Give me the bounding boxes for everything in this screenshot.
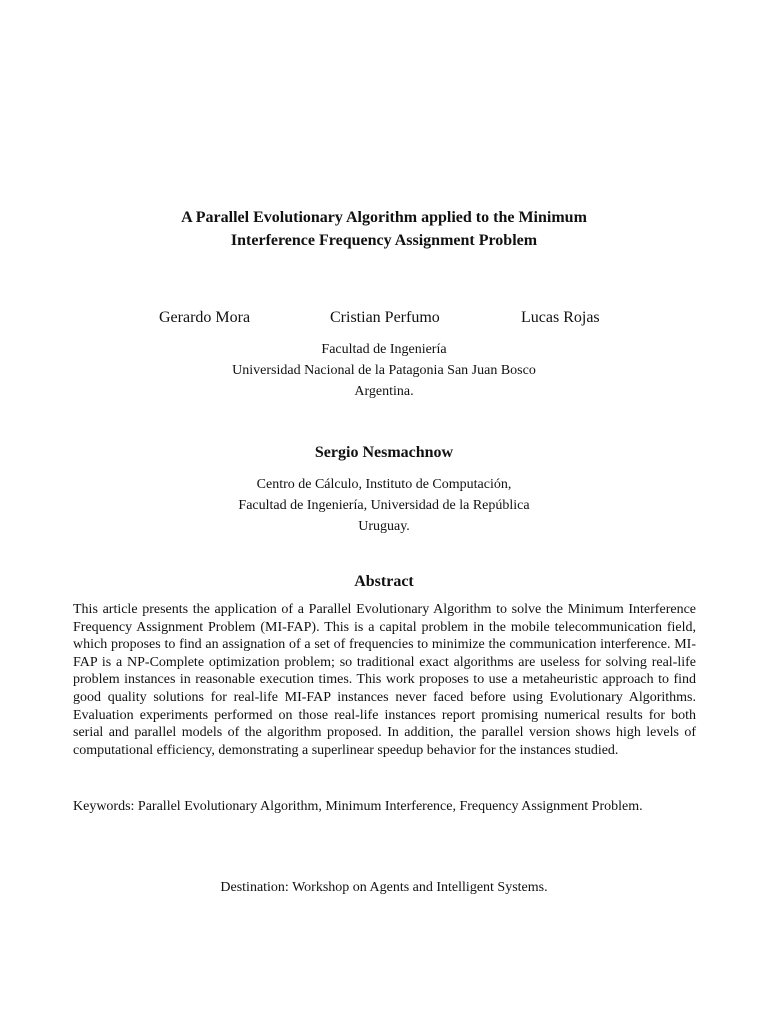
destination-text: Destination: Workshop on Agents and Intelligent Systems. xyxy=(220,880,548,895)
affiliation-2 xyxy=(0,474,768,537)
paper-title xyxy=(0,206,768,252)
title-line-1: A Parallel Evolutionary Algorithm applied to the Minimum xyxy=(181,209,587,226)
author-name: Cristian Perfumo xyxy=(330,309,440,326)
affiliation-line: Argentina. xyxy=(354,384,414,399)
affiliation-line: Centro de Cálculo, Instituto de Computación, xyxy=(256,477,512,492)
affiliation-line: Universidad Nacional de la Patagonia San Juan Bosco xyxy=(232,363,536,378)
author-names xyxy=(0,309,768,331)
abstract-text: This article presents the application of a Parallel Evolutionary Algorithm to solve the Minimum Interference Frequency Assignment Problem (MI-FAP). This is a capital problem in the mobile telecommunication field, which proposes to find an assignation of a set of frequencies to minimize the communication interference. MI-FAP is a NP-Complete optimization problem; so traditional exact algorithms are useless for solving real-life problem instances in reasonable execution times. This work proposes to use a metaheuristic approach to find good quality solutions for real-life MI-FAP instances never faced before using Evolutionary Algorithms. Evaluation experiments performed on those real-life instances report promising numerical results for both serial and parallel models of the algorithm proposed. In addition, the parallel version shows high levels of computational efficiency, demonstrating a superlinear speedup behavior for the instances studied. xyxy=(73,602,696,758)
title-line-2: Interference Frequency Assignment Problem xyxy=(230,232,538,249)
author-name-4: Sergio Nesmachnow xyxy=(314,444,454,461)
abstract-heading: Abstract xyxy=(354,573,414,590)
keywords-text: Keywords: Parallel Evolutionary Algorithm, Minimum Interference, Frequency Assignment Problem. xyxy=(73,799,643,814)
affiliation-line: Facultad de Ingeniería xyxy=(321,342,447,357)
affiliation-line: Uruguay. xyxy=(358,519,410,534)
author-name: Lucas Rojas xyxy=(521,309,600,326)
affiliation-1 xyxy=(0,339,768,402)
affiliation-line: Facultad de Ingeniería, Universidad de la República xyxy=(238,498,530,513)
author-name: Gerardo Mora xyxy=(159,309,251,326)
